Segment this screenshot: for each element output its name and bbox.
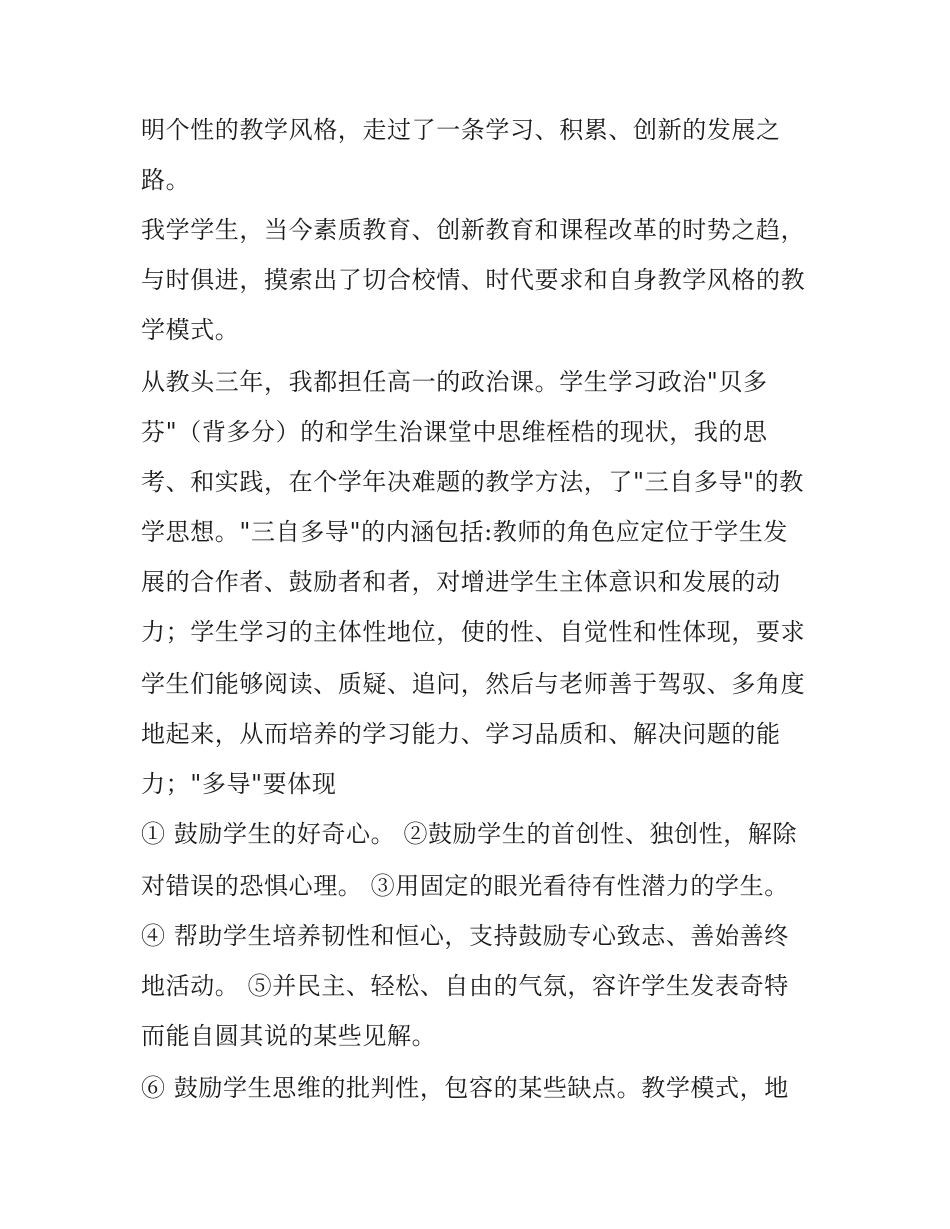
text-line-10: 展的合作者、鼓励者和者，对增进学生主体意识和发展的动	[141, 568, 781, 596]
text-line-14: 力；"多导"要体现	[141, 770, 337, 798]
text-line-13: 地起来，从而培养的学习能力、学习品质和、解决问题的能	[141, 720, 781, 748]
text-line-6: 从教头三年，我都担任高一的政治课。学生学习政治"贝多	[141, 368, 768, 396]
text-line-5: 学模式。	[141, 316, 240, 344]
text-line-20: ⑥ 鼓励学生思维的批判性，包容的某些缺点。教学模式，地	[141, 1074, 789, 1102]
text-line-4: 与时俱进，摸索出了切合校情、时代要求和自身教学风格的教	[141, 266, 806, 294]
text-line-7: 芬"（背多分）的和学生治课堂中思维桎梏的现状，我的思	[141, 418, 768, 446]
text-line-19: 而能自圆其说的某些见解。	[141, 1022, 437, 1050]
text-line-12: 学生们能够阅读、质疑、追问，然后与老师善于驾驭、多角度	[141, 670, 806, 698]
text-line-18: 地活动。 ⑤并民主、轻松、自由的气氛，容许学生发表奇特	[141, 972, 789, 1000]
text-line-3: 我学学生，当今素质教育、创新教育和课程改革的时势之趋，	[141, 216, 806, 244]
text-line-1: 明个性的教学风格，走过了一条学习、积累、创新的发展之	[141, 116, 781, 144]
text-line-15: ① 鼓励学生的好奇心。 ②鼓励学生的首创性、独创性，解除	[141, 820, 798, 848]
text-line-11: 力；学生学习的主体性地位，使的性、自觉性和性体现，要求	[141, 618, 806, 646]
text-line-17: ④ 帮助学生培养韧性和恒心，支持鼓励专心致志、善始善终	[141, 922, 789, 950]
text-line-8: 考、和实践，在个学年决难题的教学方法，了"三自多导"的教	[141, 468, 804, 496]
text-line-9: 学思想。"三自多导"的内涵包括:教师的角色应定位于学生发	[141, 518, 788, 546]
text-line-2: 路。	[141, 166, 191, 194]
text-line-16: 对错误的恐惧心理。 ③用固定的眼光看待有性潜力的学生。	[141, 872, 789, 900]
